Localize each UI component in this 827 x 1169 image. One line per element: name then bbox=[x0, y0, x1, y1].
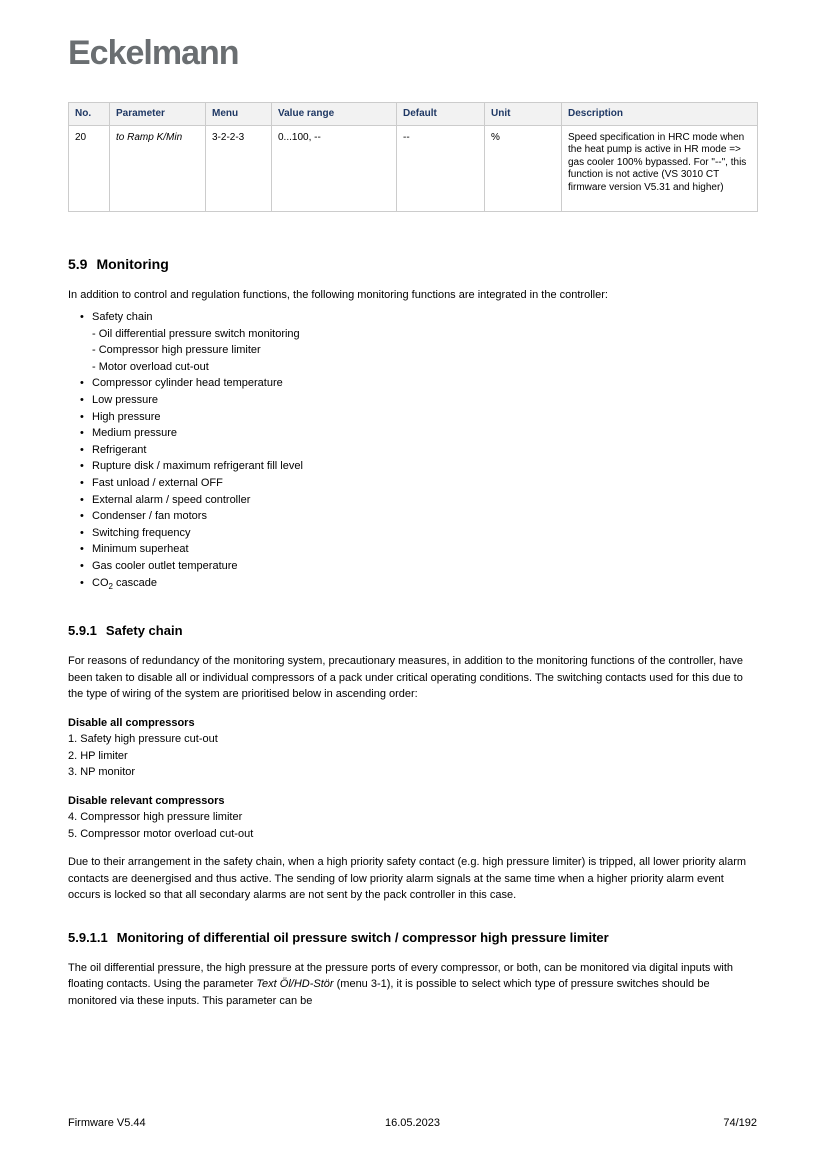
table-row bbox=[69, 125, 758, 211]
list-subitem: - Motor overload cut-out bbox=[92, 360, 209, 373]
list-item: • Minimum superheat bbox=[68, 541, 757, 558]
cell-value-range: 0...100, -- bbox=[272, 125, 397, 211]
list-item: • Condenser / fan motors bbox=[68, 508, 757, 525]
list-subitem: - Oil differential pressure switch monitoring bbox=[92, 327, 300, 340]
footer-date: 16.05.2023 bbox=[384, 1117, 441, 1129]
oil-monitoring-paragraph bbox=[68, 960, 757, 1010]
co2-subscript: 2 bbox=[108, 581, 113, 591]
list-item: • High pressure bbox=[68, 409, 757, 426]
cell-no: 20 bbox=[69, 125, 110, 211]
monitoring-intro: In addition to control and regulation functions, the following monitoring functions are integrated in the controller: bbox=[68, 288, 608, 301]
table-header-row bbox=[69, 103, 758, 126]
section-number: 5.9.1.1 bbox=[68, 929, 108, 945]
footer-firmware-version: Firmware V5.44 bbox=[68, 1117, 146, 1129]
cell-default: -- bbox=[397, 125, 485, 211]
disable-relevant-compressors-list bbox=[68, 809, 757, 842]
list-item bbox=[68, 309, 757, 375]
paragraph-text: (menu 3-1), it is possible to select which type of pressure switches should be monitored via these inputs. This parameter can be bbox=[68, 978, 710, 1007]
column-header-value-range: Value range bbox=[272, 103, 397, 126]
section-heading-safety-chain bbox=[68, 623, 757, 638]
list-item: • Low pressure bbox=[68, 392, 757, 409]
list-item: • Compressor cylinder head temperature bbox=[68, 375, 757, 392]
disable-relevant-compressors-subhead: Disable relevant compressors bbox=[68, 794, 225, 807]
list-item: • Rupture disk / maximum refrigerant fill level bbox=[68, 458, 757, 475]
list-item: • Gas cooler outlet temperature bbox=[68, 558, 757, 575]
numbered-item: 5. Compressor motor overload cut-out bbox=[68, 827, 254, 840]
safety-chain-intro: For reasons of redundancy of the monitoring system, precautionary measures, in addition to the monitoring functions of the controller, have been taken to disable all or individual compressors of a pack under critical operating conditions. The switching contacts used for this due to the type of wiring of the system are prioritised below in ascending order: bbox=[68, 655, 744, 701]
column-header-parameter: Parameter bbox=[110, 103, 206, 126]
list-subitem: - Compressor high pressure limiter bbox=[92, 344, 261, 357]
cell-parameter: to Ramp K/Min bbox=[110, 125, 206, 211]
disable-all-compressors-list bbox=[68, 731, 757, 781]
parameter-table bbox=[68, 102, 758, 212]
cell-unit: % bbox=[485, 125, 562, 211]
paragraph-text: The oil differential pressure, the high pressure at the pressure ports of every compressor, or both, can be monitored via digital inputs with floating contacts. Using the parameter bbox=[68, 961, 734, 991]
list-item-label: Safety chain bbox=[92, 311, 153, 323]
column-header-menu: Menu bbox=[206, 103, 272, 126]
monitoring-list bbox=[68, 309, 757, 595]
co2-prefix: CO bbox=[92, 576, 109, 589]
list-item: • Refrigerant bbox=[68, 442, 757, 459]
safety-chain-outro: Due to their arrangement in the safety chain, when a high priority safety contact (e.g. high pressure limiter) is tripped, all lower priority alarm contacts are deenergised and thus active. The sending of low priority alarm signals at the same time when a higher priority alarm event occurs is locked so that all secondary alarms are not sent by the pack controller in this case. bbox=[68, 856, 747, 902]
section-title: Safety chain bbox=[105, 623, 183, 639]
numbered-item: 2. HP limiter bbox=[68, 749, 128, 762]
numbered-item: 3. NP monitor bbox=[68, 766, 136, 779]
section-heading-oil-monitoring bbox=[68, 930, 757, 945]
list-item: • External alarm / speed controller bbox=[68, 492, 757, 509]
section-heading-monitoring bbox=[68, 256, 757, 272]
column-header-unit: Unit bbox=[485, 103, 562, 126]
co2-suffix: cascade bbox=[112, 576, 157, 589]
footer-page-number: 74/192 bbox=[723, 1117, 757, 1129]
eckelmann-logo: Eckelmann bbox=[68, 34, 239, 72]
section-title: Monitoring bbox=[96, 255, 169, 272]
column-header-default: Default bbox=[397, 103, 485, 126]
cell-menu: 3-2-2-3 bbox=[206, 125, 272, 211]
list-item: • Medium pressure bbox=[68, 425, 757, 442]
numbered-item: 1. Safety high pressure cut-out bbox=[68, 733, 218, 746]
disable-all-compressors-subhead: Disable all compressors bbox=[68, 716, 195, 729]
section-title: Monitoring of differential oil pressure switch / compressor high pressure limiter bbox=[116, 929, 609, 945]
column-header-description: Description bbox=[562, 103, 758, 126]
list-item: • Fast unload / external OFF bbox=[68, 475, 757, 492]
section-number: 5.9.1 bbox=[68, 623, 97, 639]
numbered-item: 4. Compressor high pressure limiter bbox=[68, 811, 243, 824]
list-item: • Switching frequency bbox=[68, 525, 757, 542]
parameter-name-italic: Text Öl/HD-Stör bbox=[256, 978, 334, 991]
list-item-co2-cascade bbox=[68, 575, 757, 596]
cell-description: Speed specification in HRC mode when the heat pump is active in HR mode => gas cooler 100% bypassed. For "--", this function is not active (VS 3010 CT firmware version V5.31 and higher) bbox=[562, 125, 758, 211]
column-header-no: No. bbox=[69, 103, 110, 126]
section-number: 5.9 bbox=[68, 255, 88, 272]
